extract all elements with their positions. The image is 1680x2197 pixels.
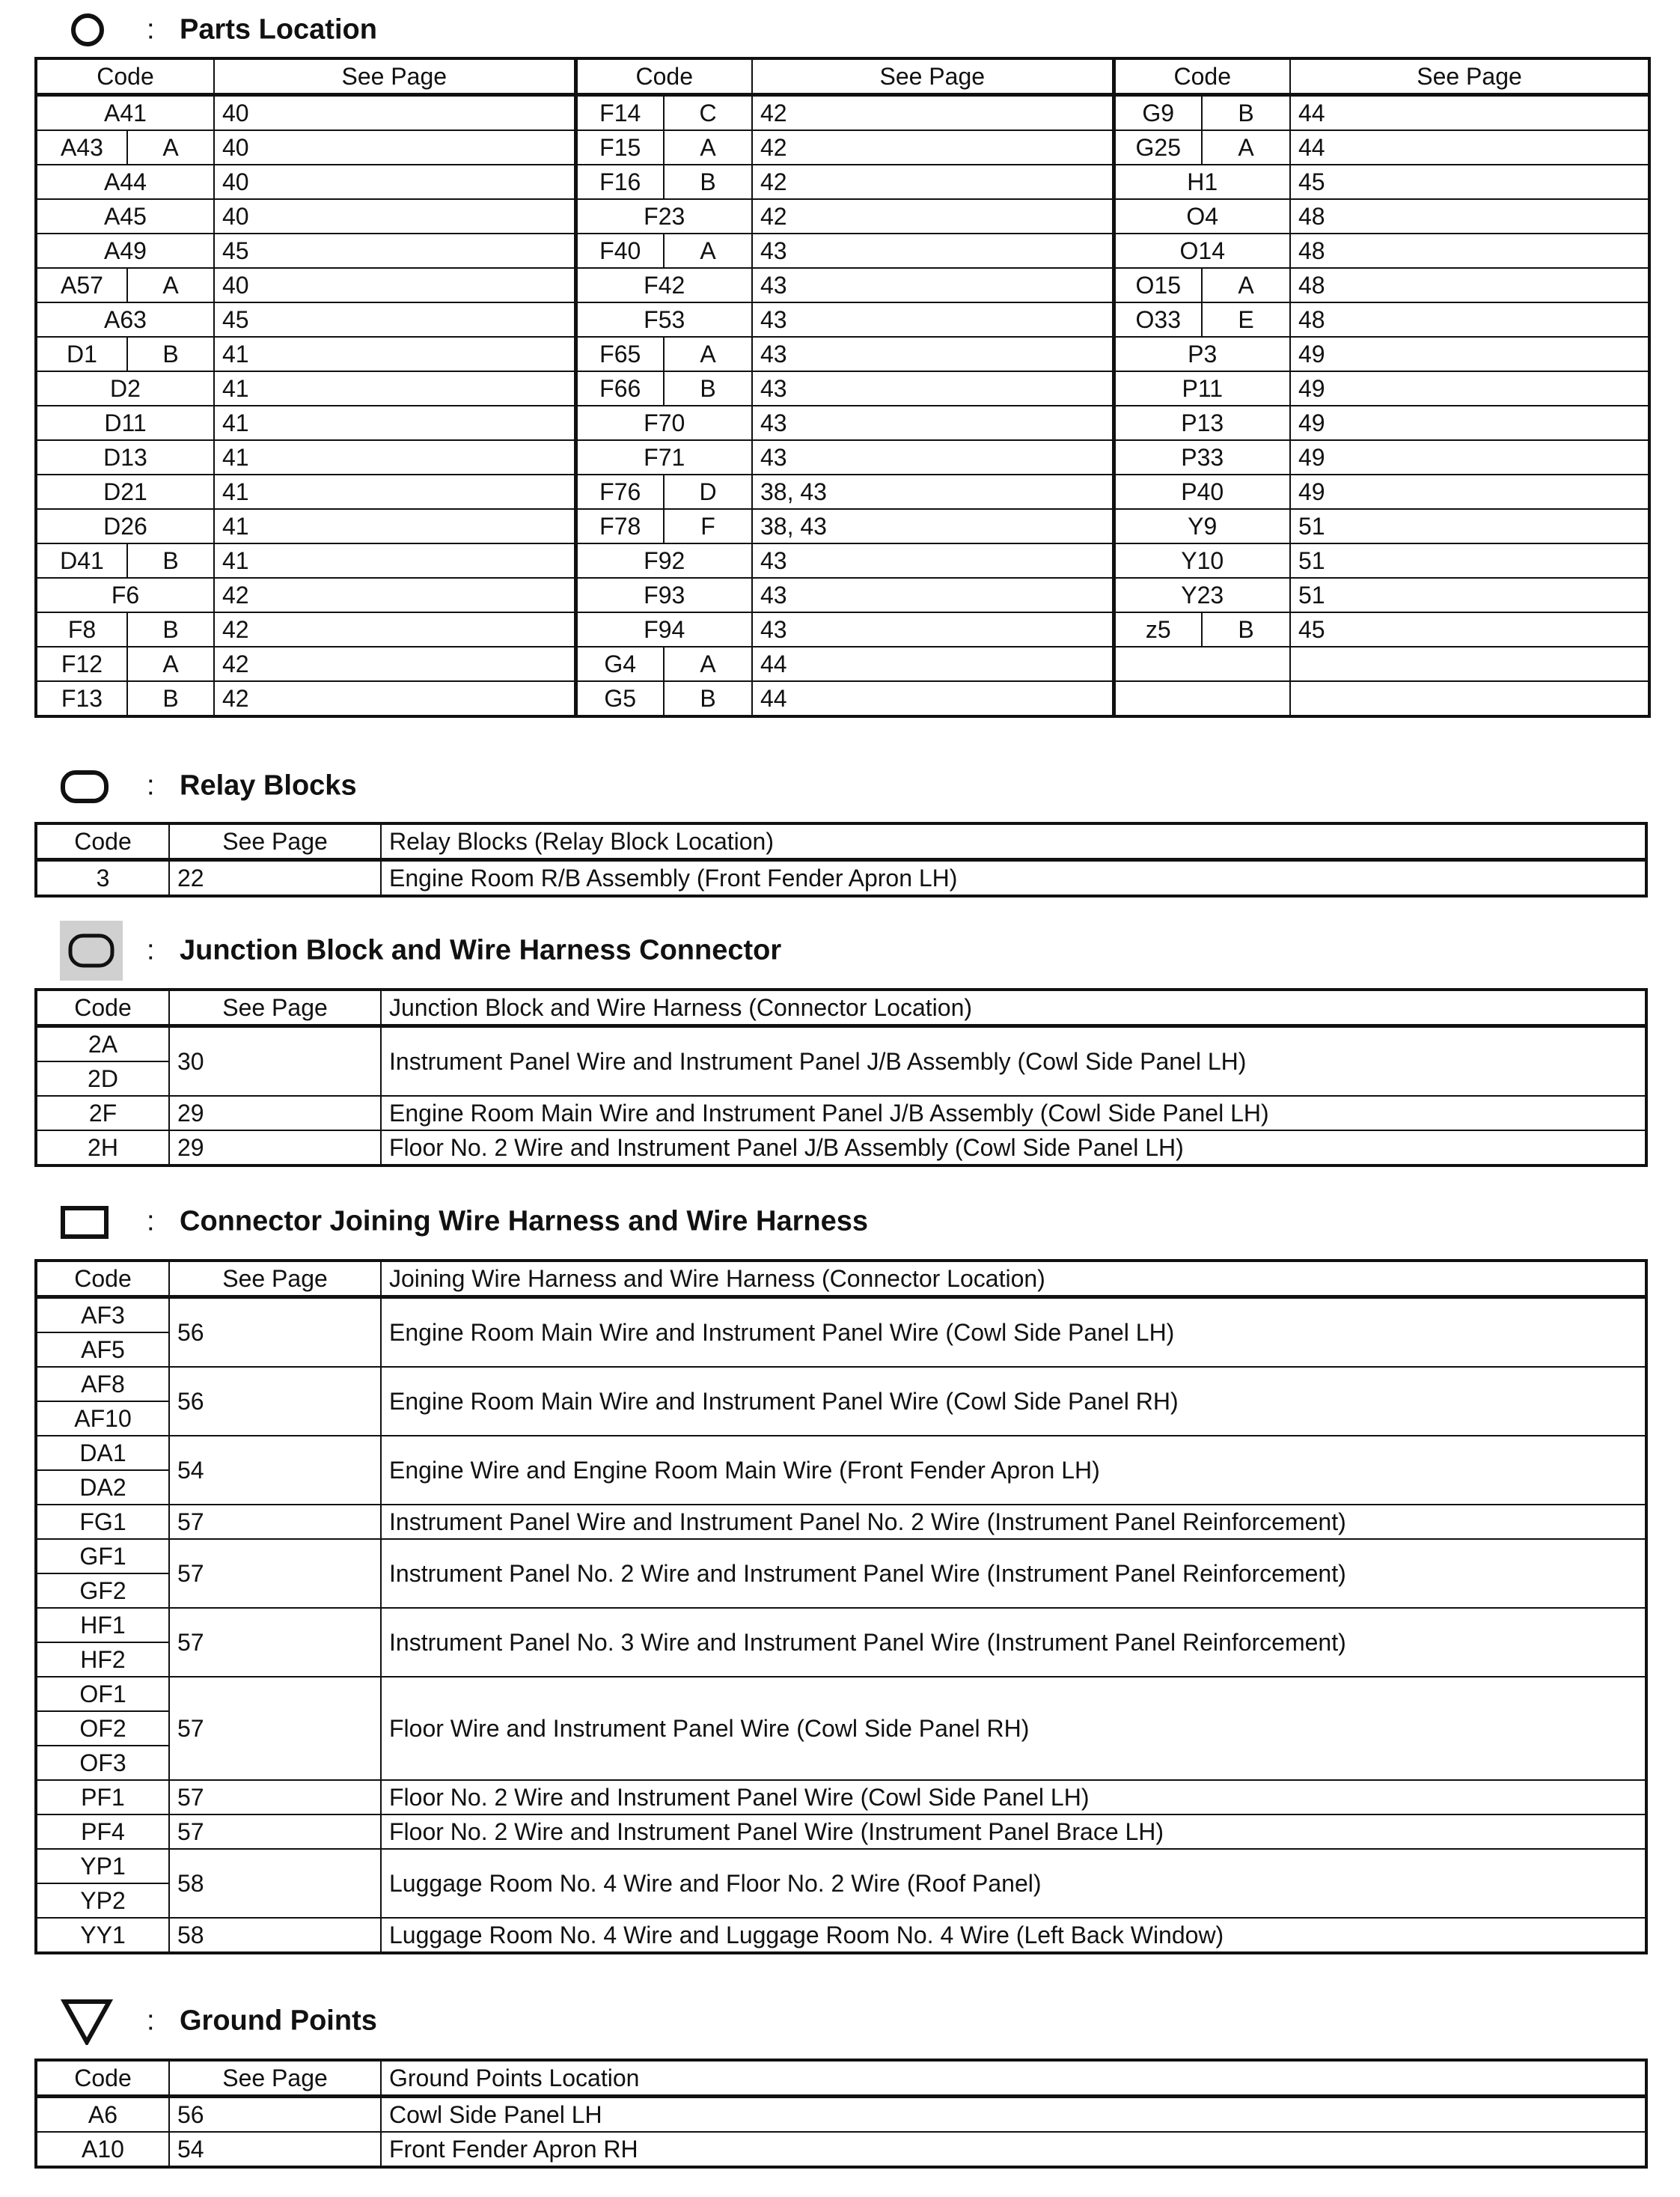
- table-row: [36, 1026, 1646, 1062]
- part-see-page: 45: [1290, 612, 1649, 647]
- table-row: [36, 1367, 1646, 1401]
- part-code: A45: [36, 199, 214, 234]
- row-see-page: 29: [169, 1096, 381, 1130]
- row-location: Engine Room Main Wire and Instrument Panel Wire (Cowl Side Panel LH): [381, 1297, 1646, 1368]
- part-see-page: 45: [1290, 165, 1649, 199]
- row-see-page: 22: [169, 860, 381, 897]
- part-code: F53: [575, 302, 752, 337]
- part-see-page: 44: [1290, 130, 1649, 165]
- part-code: G25: [1114, 130, 1202, 165]
- part-see-page: 51: [1290, 578, 1649, 612]
- row-see-page: 57: [169, 1677, 381, 1780]
- square-rect-icon: [60, 1205, 109, 1240]
- table-row: [36, 578, 1649, 612]
- part-see-page: 40: [214, 95, 575, 131]
- row-location: Floor No. 2 Wire and Instrument Panel Wire (Cowl Side Panel LH): [381, 1780, 1646, 1814]
- row-code: AF3: [36, 1297, 169, 1333]
- part-see-page: 48: [1290, 268, 1649, 302]
- part-code: F66: [575, 371, 664, 406]
- table-row: [36, 1814, 1646, 1849]
- header-see-page: See Page: [752, 58, 1114, 95]
- row-see-page: 30: [169, 1026, 381, 1097]
- part-see-page: 43: [752, 406, 1114, 440]
- row-location: Engine Room R/B Assembly (Front Fender Apron LH): [381, 860, 1646, 897]
- table-header-row: [36, 990, 1646, 1026]
- part-connector-letter: A: [127, 268, 214, 302]
- part-see-page: 49: [1290, 337, 1649, 371]
- part-see-page: 51: [1290, 543, 1649, 578]
- part-code: F13: [36, 681, 127, 716]
- row-see-page: 57: [169, 1608, 381, 1677]
- table-row: [36, 1436, 1646, 1470]
- part-connector-letter: B: [664, 165, 752, 199]
- header-see-page: See Page: [169, 2060, 381, 2097]
- part-see-page: 41: [214, 475, 575, 509]
- table-row: [36, 406, 1649, 440]
- part-connector-letter: A: [664, 234, 752, 268]
- part-code: [1114, 647, 1290, 681]
- row-location: Floor No. 2 Wire and Instrument Panel Wire (Instrument Panel Brace LH): [381, 1814, 1646, 1849]
- row-code: HF1: [36, 1608, 169, 1642]
- table-row: [36, 440, 1649, 475]
- part-see-page: 45: [214, 234, 575, 268]
- heading-colon: :: [147, 13, 155, 46]
- part-connector-letter: A: [127, 130, 214, 165]
- part-code: F15: [575, 130, 664, 165]
- part-code: D13: [36, 440, 214, 475]
- part-see-page: 43: [752, 543, 1114, 578]
- section-title: Ground Points: [180, 2005, 377, 2037]
- table-row: [36, 165, 1649, 199]
- part-see-page: 44: [752, 681, 1114, 716]
- connector-joining-table: [34, 1259, 1648, 1954]
- heading-colon: :: [147, 770, 155, 802]
- part-code: A44: [36, 165, 214, 199]
- row-location: Front Fender Apron RH: [381, 2132, 1646, 2167]
- header-code: Code: [36, 1261, 169, 1297]
- table-row: [36, 95, 1649, 131]
- part-see-page: 42: [752, 95, 1114, 131]
- row-location: Luggage Room No. 4 Wire and Floor No. 2 Wire (Roof Panel): [381, 1849, 1646, 1918]
- row-code: DA1: [36, 1436, 169, 1470]
- table-row: [36, 475, 1649, 509]
- parts-location-table: [34, 57, 1651, 718]
- part-code: F70: [575, 406, 752, 440]
- table-row: [36, 268, 1649, 302]
- part-code: O33: [1114, 302, 1202, 337]
- heading-colon: :: [147, 2005, 155, 2037]
- part-see-page: 42: [214, 681, 575, 716]
- part-see-page: 49: [1290, 406, 1649, 440]
- part-code: D41: [36, 543, 127, 578]
- part-see-page: 43: [752, 234, 1114, 268]
- part-see-page: 44: [1290, 95, 1649, 131]
- header-location: Joining Wire Harness and Wire Harness (Connector Location): [381, 1261, 1646, 1297]
- section-title: Connector Joining Wire Harness and Wire Harness: [180, 1205, 868, 1237]
- part-code: A43: [36, 130, 127, 165]
- part-connector-letter: B: [127, 612, 214, 647]
- part-see-page: 48: [1290, 234, 1649, 268]
- part-code: G4: [575, 647, 664, 681]
- header-code: Code: [575, 58, 752, 95]
- part-code: Y9: [1114, 509, 1290, 543]
- part-code: F42: [575, 268, 752, 302]
- part-code: F76: [575, 475, 664, 509]
- row-code: PF4: [36, 1814, 169, 1849]
- row-location: Engine Room Main Wire and Instrument Panel J/B Assembly (Cowl Side Panel LH): [381, 1096, 1646, 1130]
- section-title: Junction Block and Wire Harness Connector: [180, 934, 782, 966]
- row-code: A6: [36, 2097, 169, 2133]
- row-code: DA2: [36, 1470, 169, 1505]
- row-see-page: 54: [169, 1436, 381, 1505]
- shaded-rounded-rect-icon: [60, 921, 123, 981]
- table-row: [36, 2132, 1646, 2167]
- part-see-page: 41: [214, 440, 575, 475]
- part-see-page: [1290, 647, 1649, 681]
- part-code: D2: [36, 371, 214, 406]
- part-see-page: 48: [1290, 302, 1649, 337]
- part-connector-letter: D: [664, 475, 752, 509]
- header-code: Code: [36, 990, 169, 1026]
- part-code: F14: [575, 95, 664, 131]
- part-see-page: 41: [214, 509, 575, 543]
- part-connector-letter: B: [127, 337, 214, 371]
- part-see-page: 43: [752, 302, 1114, 337]
- ground-points-heading: [0, 1991, 1680, 2051]
- header-see-page: See Page: [1290, 58, 1649, 95]
- part-connector-letter: A: [127, 647, 214, 681]
- part-connector-letter: B: [664, 371, 752, 406]
- row-location: Instrument Panel Wire and Instrument Panel No. 2 Wire (Instrument Panel Reinforcement): [381, 1505, 1646, 1539]
- table-row: [36, 1297, 1646, 1333]
- part-code: F92: [575, 543, 752, 578]
- part-code: Y23: [1114, 578, 1290, 612]
- row-see-page: 54: [169, 2132, 381, 2167]
- part-code: A41: [36, 95, 214, 131]
- part-code: D11: [36, 406, 214, 440]
- header-see-page: See Page: [169, 823, 381, 860]
- row-see-page: 56: [169, 1297, 381, 1368]
- part-see-page: 43: [752, 440, 1114, 475]
- part-code: F6: [36, 578, 214, 612]
- part-code: O15: [1114, 268, 1202, 302]
- row-location: Floor No. 2 Wire and Instrument Panel J/B Assembly (Cowl Side Panel LH): [381, 1130, 1646, 1165]
- table-header-row: [36, 2060, 1646, 2097]
- row-location: Instrument Panel No. 2 Wire and Instrument Panel Wire (Instrument Panel Reinforcement): [381, 1539, 1646, 1608]
- part-see-page: 43: [752, 578, 1114, 612]
- row-location: Cowl Side Panel LH: [381, 2097, 1646, 2133]
- row-code: FG1: [36, 1505, 169, 1539]
- part-connector-letter: C: [664, 95, 752, 131]
- circle-icon: [70, 12, 106, 48]
- part-connector-letter: B: [664, 681, 752, 716]
- table-row: [36, 543, 1649, 578]
- header-location: Ground Points Location: [381, 2060, 1646, 2097]
- part-see-page: 43: [752, 337, 1114, 371]
- table-row: [36, 1677, 1646, 1711]
- part-connector-letter: A: [664, 647, 752, 681]
- row-code: 2H: [36, 1130, 169, 1165]
- part-code: H1: [1114, 165, 1290, 199]
- part-see-page: 41: [214, 543, 575, 578]
- part-code: F12: [36, 647, 127, 681]
- row-location: Engine Wire and Engine Room Main Wire (Front Fender Apron LH): [381, 1436, 1646, 1505]
- table-row: [36, 1505, 1646, 1539]
- row-location: Instrument Panel No. 3 Wire and Instrument Panel Wire (Instrument Panel Reinforcement): [381, 1608, 1646, 1677]
- part-see-page: 49: [1290, 440, 1649, 475]
- row-see-page: 58: [169, 1849, 381, 1918]
- part-code: D21: [36, 475, 214, 509]
- relay-blocks-heading: [0, 756, 1680, 816]
- part-see-page: 40: [214, 165, 575, 199]
- table-row: [36, 1780, 1646, 1814]
- row-location: Luggage Room No. 4 Wire and Luggage Room No. 4 Wire (Left Back Window): [381, 1918, 1646, 1953]
- part-see-page: 40: [214, 199, 575, 234]
- part-connector-letter: B: [1202, 612, 1290, 647]
- header-code: Code: [36, 823, 169, 860]
- part-see-page: 41: [214, 371, 575, 406]
- part-connector-letter: F: [664, 509, 752, 543]
- row-code: AF5: [36, 1332, 169, 1367]
- row-code: HF2: [36, 1642, 169, 1677]
- triangle-down-icon: [60, 1997, 114, 2045]
- table-row: [36, 337, 1649, 371]
- header-code: Code: [36, 58, 214, 95]
- part-see-page: [1290, 681, 1649, 716]
- table-row: [36, 199, 1649, 234]
- row-code: OF3: [36, 1746, 169, 1780]
- table-row: [36, 371, 1649, 406]
- table-row: [36, 681, 1649, 716]
- part-code: O4: [1114, 199, 1290, 234]
- table-header-row: [36, 1261, 1646, 1297]
- part-code: F8: [36, 612, 127, 647]
- part-code: P3: [1114, 337, 1290, 371]
- row-code: 3: [36, 860, 169, 897]
- row-see-page: 57: [169, 1539, 381, 1608]
- part-see-page: 45: [214, 302, 575, 337]
- part-see-page: 44: [752, 647, 1114, 681]
- part-see-page: 38, 43: [752, 475, 1114, 509]
- part-code: z5: [1114, 612, 1202, 647]
- part-code: F40: [575, 234, 664, 268]
- row-see-page: 57: [169, 1814, 381, 1849]
- section-title: Parts Location: [180, 13, 377, 46]
- part-see-page: 42: [752, 165, 1114, 199]
- row-code: GF1: [36, 1539, 169, 1573]
- row-code: YP1: [36, 1849, 169, 1883]
- table-row: [36, 1849, 1646, 1883]
- part-code: G5: [575, 681, 664, 716]
- row-code: OF2: [36, 1711, 169, 1746]
- part-see-page: 43: [752, 612, 1114, 647]
- part-code: Y10: [1114, 543, 1290, 578]
- part-see-page: 41: [214, 406, 575, 440]
- row-code: GF2: [36, 1573, 169, 1608]
- heading-colon: :: [147, 934, 155, 966]
- table-row: [36, 1608, 1646, 1642]
- row-code: 2F: [36, 1096, 169, 1130]
- part-code: P40: [1114, 475, 1290, 509]
- parts-location-heading: [0, 0, 1680, 60]
- row-code: AF10: [36, 1401, 169, 1436]
- part-see-page: 42: [752, 130, 1114, 165]
- part-see-page: 43: [752, 371, 1114, 406]
- row-see-page: 56: [169, 1367, 381, 1436]
- part-see-page: 41: [214, 337, 575, 371]
- part-see-page: 43: [752, 268, 1114, 302]
- row-code: AF8: [36, 1367, 169, 1401]
- table-header-row: [36, 823, 1646, 860]
- header-see-page: See Page: [214, 58, 575, 95]
- header-code: Code: [1114, 58, 1290, 95]
- part-see-page: 49: [1290, 475, 1649, 509]
- row-code: 2D: [36, 1061, 169, 1096]
- row-code: OF1: [36, 1677, 169, 1711]
- part-code: F16: [575, 165, 664, 199]
- part-code: F65: [575, 337, 664, 371]
- row-see-page: 29: [169, 1130, 381, 1165]
- part-see-page: 42: [214, 578, 575, 612]
- part-see-page: 48: [1290, 199, 1649, 234]
- part-code: [1114, 681, 1290, 716]
- table-row: [36, 1539, 1646, 1573]
- header-location: Junction Block and Wire Harness (Connector Location): [381, 990, 1646, 1026]
- part-code: P13: [1114, 406, 1290, 440]
- part-code: F78: [575, 509, 664, 543]
- part-code: D1: [36, 337, 127, 371]
- part-code: A57: [36, 268, 127, 302]
- part-see-page: 42: [752, 199, 1114, 234]
- part-see-page: 42: [214, 612, 575, 647]
- part-connector-letter: A: [664, 337, 752, 371]
- part-code: A49: [36, 234, 214, 268]
- junction-block-table: [34, 988, 1648, 1167]
- table-row: [36, 509, 1649, 543]
- part-see-page: 38, 43: [752, 509, 1114, 543]
- part-code: F23: [575, 199, 752, 234]
- part-connector-letter: A: [1202, 130, 1290, 165]
- part-see-page: 51: [1290, 509, 1649, 543]
- connector-joining-heading: [0, 1192, 1680, 1252]
- relay-blocks-table: [34, 822, 1648, 898]
- table-row: [36, 234, 1649, 268]
- header-see-page: See Page: [169, 990, 381, 1026]
- part-connector-letter: A: [664, 130, 752, 165]
- part-see-page: 40: [214, 130, 575, 165]
- part-code: A63: [36, 302, 214, 337]
- header-location: Relay Blocks (Relay Block Location): [381, 823, 1646, 860]
- part-code: O14: [1114, 234, 1290, 268]
- part-connector-letter: B: [127, 681, 214, 716]
- part-see-page: 49: [1290, 371, 1649, 406]
- part-see-page: 40: [214, 268, 575, 302]
- table-row: [36, 860, 1646, 897]
- row-location: Engine Room Main Wire and Instrument Panel Wire (Cowl Side Panel RH): [381, 1367, 1646, 1436]
- row-see-page: 56: [169, 2097, 381, 2133]
- part-connector-letter: A: [1202, 268, 1290, 302]
- table-row: [36, 1918, 1646, 1953]
- heading-colon: :: [147, 1205, 155, 1237]
- row-code: PF1: [36, 1780, 169, 1814]
- part-connector-letter: E: [1202, 302, 1290, 337]
- table-row: [36, 647, 1649, 681]
- part-code: G9: [1114, 95, 1202, 131]
- part-connector-letter: B: [127, 543, 214, 578]
- table-row: [36, 130, 1649, 165]
- header-code: Code: [36, 2060, 169, 2097]
- ground-points-table: [34, 2059, 1648, 2169]
- row-code: YP2: [36, 1883, 169, 1918]
- section-title: Relay Blocks: [180, 770, 357, 802]
- part-code: F71: [575, 440, 752, 475]
- part-code: P33: [1114, 440, 1290, 475]
- part-code: F94: [575, 612, 752, 647]
- row-code: YY1: [36, 1918, 169, 1953]
- table-row: [36, 1096, 1646, 1130]
- part-code: P11: [1114, 371, 1290, 406]
- part-code: D26: [36, 509, 214, 543]
- row-see-page: 58: [169, 1918, 381, 1953]
- row-code: 2A: [36, 1026, 169, 1062]
- header-see-page: See Page: [169, 1261, 381, 1297]
- row-see-page: 57: [169, 1780, 381, 1814]
- part-code: F93: [575, 578, 752, 612]
- row-location: Instrument Panel Wire and Instrument Panel J/B Assembly (Cowl Side Panel LH): [381, 1026, 1646, 1097]
- table-row: [36, 612, 1649, 647]
- table-row: [36, 2097, 1646, 2133]
- table-header-row: [36, 58, 1649, 95]
- row-location: Floor Wire and Instrument Panel Wire (Cowl Side Panel RH): [381, 1677, 1646, 1780]
- part-connector-letter: B: [1202, 95, 1290, 131]
- table-row: [36, 1130, 1646, 1165]
- row-see-page: 57: [169, 1505, 381, 1539]
- junction-block-heading: [0, 921, 1680, 981]
- part-see-page: 42: [214, 647, 575, 681]
- rounded-rect-icon: [60, 770, 109, 804]
- row-code: A10: [36, 2132, 169, 2167]
- table-row: [36, 302, 1649, 337]
